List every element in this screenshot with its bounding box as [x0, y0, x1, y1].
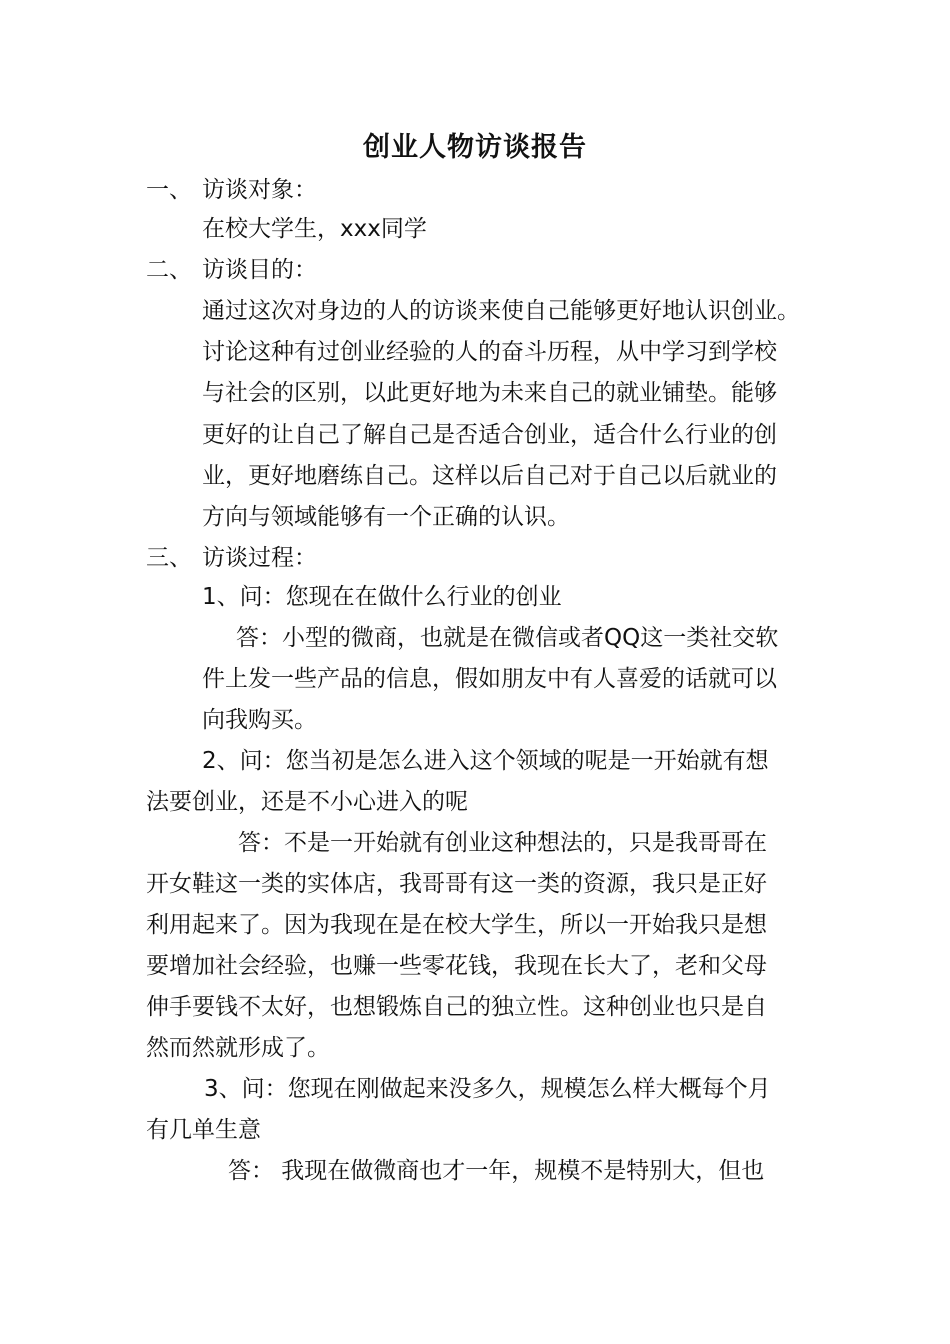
section-1-number: 一、	[146, 177, 192, 203]
paragraph-line: 更好的让自己了解自己是否适合创业，适合什么行业的创	[202, 422, 777, 448]
section-3-heading: 访谈过程：	[202, 545, 317, 571]
answer-2-line: 利用起来了。因为我现在是在校大学生，所以一开始我只是想	[146, 912, 767, 938]
question-2-line: 法要创业，还是不小心进入的呢	[146, 789, 468, 815]
paragraph-line: 业，更好地磨练自己。这样以后自己对于自己以后就业的	[202, 463, 777, 489]
answer-2-line: 然而然就形成了。	[146, 1035, 330, 1061]
answer-1-line: 答：小型的微商，也就是在微信或者QQ这一类社交软	[236, 625, 779, 651]
answer-3-line: 答： 我现在做微商也才一年，规模不是特别大，但也	[228, 1158, 765, 1184]
paragraph-line: 与社会的区别，以此更好地为未来自己的就业铺垫。能够	[202, 380, 777, 406]
document-title: 创业人物访谈报告	[363, 132, 587, 163]
question-3-line: 3、问：您现在刚做起来没多久，规模怎么样大概每个月	[204, 1076, 771, 1102]
question-2-line: 2、问：您当初是怎么进入这个领域的呢是一开始就有想	[202, 748, 769, 774]
paragraph-line: 方向与领域能够有一个正确的认识。	[202, 504, 570, 530]
answer-1-line: 件上发一些产品的信息，假如朋友中有人喜爱的话就可以	[202, 666, 777, 692]
section-2-heading: 访谈目的：	[202, 257, 317, 283]
section-1-content: 在校大学生，xxx同学	[202, 216, 427, 242]
answer-2-line: 开女鞋这一类的实体店，我哥哥有这一类的资源，我只是正好	[146, 871, 767, 897]
paragraph-line: 通过这次对身边的人的访谈来使自己能够更好地认识创业。	[202, 298, 800, 324]
answer-2-line: 答：不是一开始就有创业这种想法的，只是我哥哥在	[238, 830, 767, 856]
section-2-number: 二、	[146, 257, 192, 283]
section-3-number: 三、	[146, 545, 192, 571]
answer-2-line: 要增加社会经验，也赚一些零花钱，我现在长大了，老和父母	[146, 953, 767, 979]
section-1-heading: 访谈对象：	[202, 177, 317, 203]
answer-1-line: 向我购买。	[202, 707, 317, 733]
question-1-line: 1、问：您现在在做什么行业的创业	[202, 584, 562, 610]
paragraph-line: 讨论这种有过创业经验的人的奋斗历程，从中学习到学校	[202, 339, 777, 365]
answer-2-line: 伸手要钱不太好，也想锻炼自己的独立性。这种创业也只是自	[146, 994, 767, 1020]
question-3-line: 有几单生意	[146, 1117, 261, 1143]
